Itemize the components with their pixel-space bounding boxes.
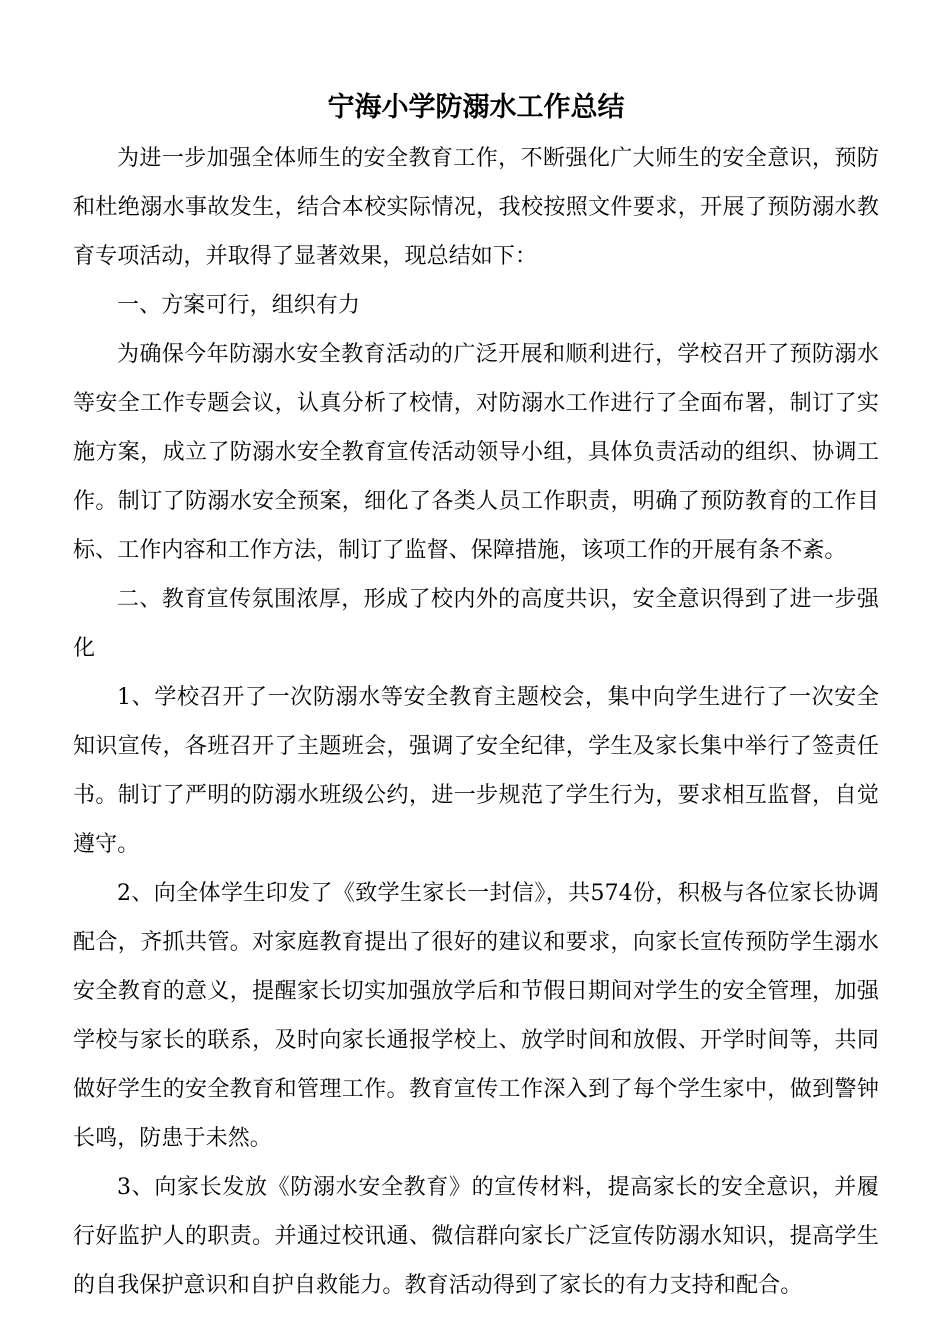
section-2-heading: 二、教育宣传氛围浓厚，形成了校内外的高度共识，安全意识得到了进一步强化: [73, 587, 879, 661]
document-page: [73, 86, 879, 1310]
section-1-heading: 一、方案可行，组织有力: [117, 293, 361, 318]
section-2-item-3: 3、向家长发放《防溺水安全教育》的宣传材料，提高家长的安全意识，并履行好监护人的职责。并通过校讯通、微信群向家长广泛宣传防溺水知识，提高学生的自我保护意识和自护自救能力。教育活动得到了家长的有力支持和配合。: [73, 1175, 879, 1298]
section-2-item-1: 1、学校召开了一次防溺水等安全教育主题校会，集中向学生进行了一次安全知识宣传，各班召开了主题班会，强调了安全纪律，学生及家长集中举行了签责任书。制订了严明的防溺水班级公约，进一步规范了学生行为，要求相互监督，自觉遵守。: [73, 685, 879, 857]
intro-paragraph: 为进一步加强全体师生的安全教育工作，不断强化广大师生的安全意识，预防和杜绝溺水事故发生，结合本校实际情况，我校按照文件要求，开展了预防溺水教育专项活动，并取得了显著效果，现总结如下：: [73, 146, 879, 269]
section-1-body: 为确保今年防溺水安全教育活动的广泛开展和顺利进行，学校召开了预防溺水等安全工作专题会议，认真分析了校情，对防溺水工作进行了全面布署，制订了实施方案，成立了防溺水安全教育宣传活动领导小组，具体负责活动的组织、协调工作。制订了防溺水安全预案，细化了各类人员工作职责，明确了预防教育的工作目标、工作内容和工作方法，制订了监督、保障措施，该项工作的开展有条不紊。: [73, 342, 879, 563]
document-title: 宁海小学防溺水工作总结: [327, 92, 625, 123]
section-2-item-2: 2、向全体学生印发了《致学生家长一封信》，共574份，积极与各位家长协调配合，齐抓共管。对家庭教育提出了很好的建议和要求，向家长宣传预防学生溺水安全教育的意义，提醒家长切实加强放学后和节假日期间对学生的安全管理，加强学校与家长的联系，及时向家长通报学校上、放学时间和放假、开学时间等，共同做好学生的安全教育和管理工作。教育宣传工作深入到了每个学生家中，做到警钟长鸣，防患于未然。: [73, 881, 879, 1151]
